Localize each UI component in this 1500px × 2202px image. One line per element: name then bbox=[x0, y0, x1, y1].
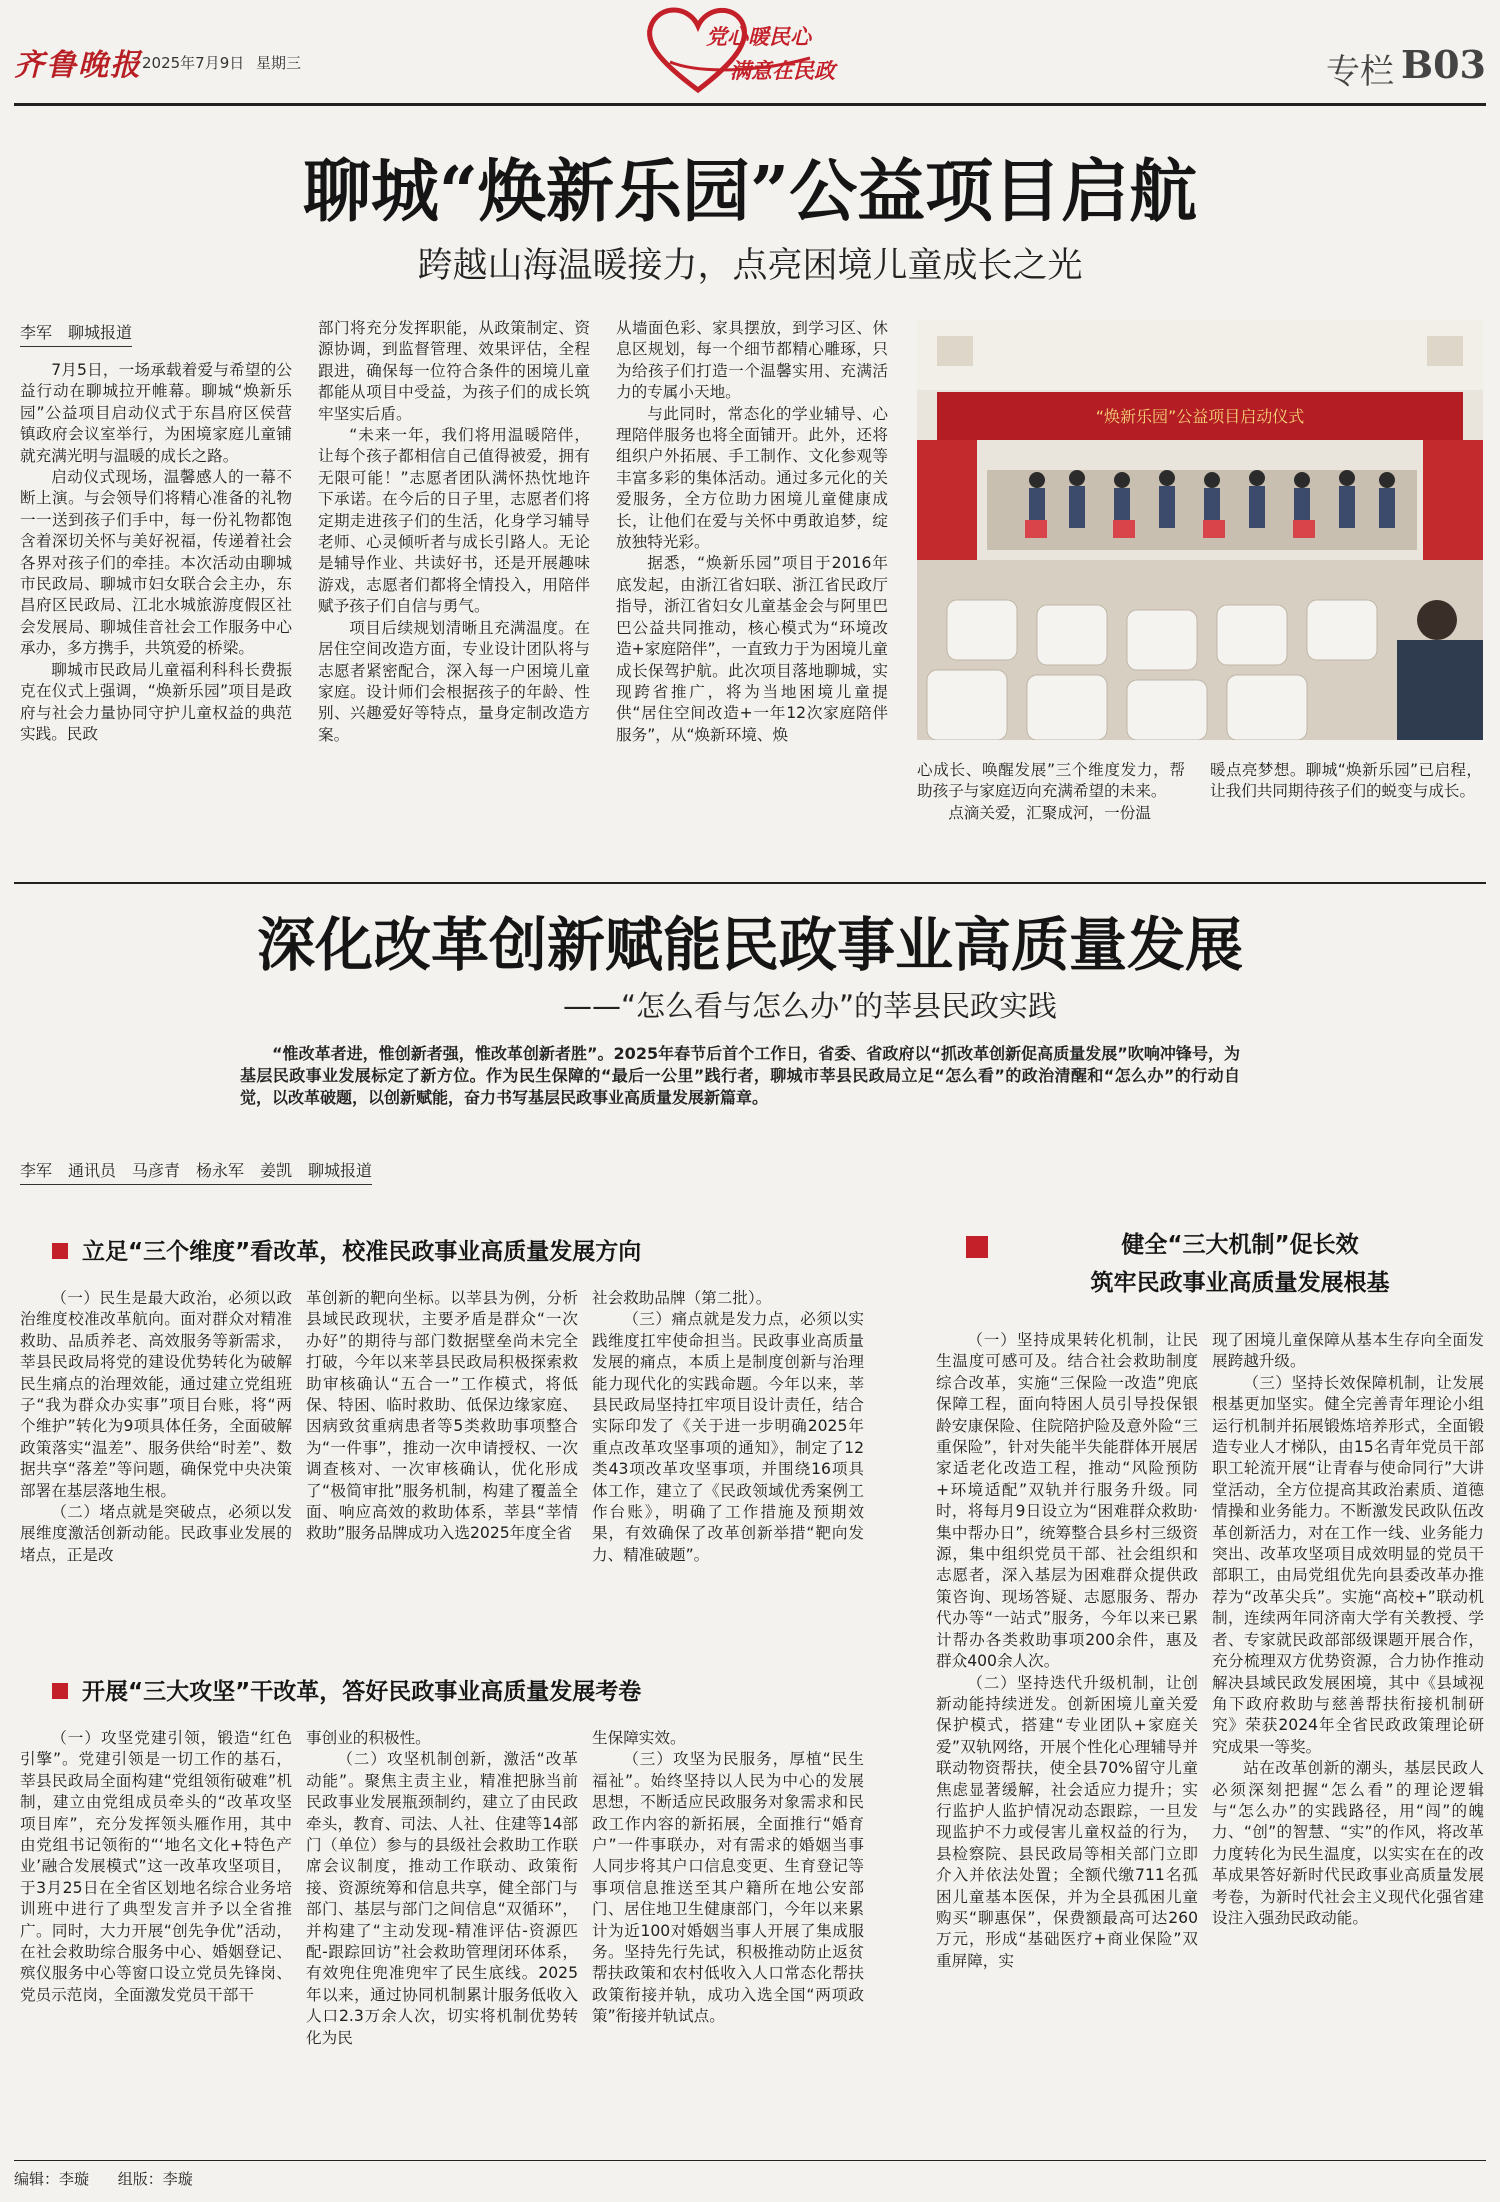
section-2-column-1 bbox=[20, 1728, 292, 2156]
article1-column-1 bbox=[20, 360, 292, 880]
masthead-rule bbox=[14, 103, 1486, 106]
section-2-column-2 bbox=[306, 1728, 578, 2156]
article1-column-3 bbox=[616, 318, 888, 880]
article2-byline: 李军 通讯员 马彦青 杨永军 姜凯 聊城报道 bbox=[20, 1158, 372, 1185]
paragraph: 现了困境儿童保障从基本生存向全面发展跨越升级。 bbox=[1212, 1331, 1484, 1371]
section-2-title-text: 开展“三大攻坚”干改革，答好民政事业高质量发展考卷 bbox=[82, 1679, 642, 1705]
paragraph: 据悉，“焕新乐园”项目于2016年底发起，由浙江省妇联、浙江省民政厅指导，浙江省妇女儿童基金会与阿里巴巴公益共同推动，核心模式为“环境改造+家庭陪伴”，一直致力于为困境儿童成长保驾护航。此次项目落地聊城，实现跨省推广，将为当地困境儿童提供“居住空间改造+一年12次家庭陪伴服务”，从“焕新环境、焕 bbox=[616, 554, 888, 744]
paragraph: 事创业的积极性。 bbox=[306, 1729, 431, 1747]
article1-column-5 bbox=[1210, 760, 1482, 880]
article1-headline: 聊城“焕新乐园”公益项目启航 bbox=[302, 152, 1198, 232]
section-3-column-1 bbox=[936, 1330, 1198, 2156]
editor-credit: 编辑：李璇 bbox=[14, 2170, 90, 2188]
article2-lead: “惟改革者进，惟创新者强，惟改革创新者胜”。2025年春节后首个工作日，省委、省政府以“抓改革创新促高质量发展”吹响冲锋号，为基层民政事业发展标定了新方位。作为民生保障的“最后一公里”践行者，聊城市莘县民政局立足“怎么看”的政治清醒和“怎么办”的行动自觉，以改革破题，以创新赋能，奋力书写基层民政事业高质量发展新篇章。 bbox=[240, 1044, 1240, 1107]
article1-column-2 bbox=[318, 318, 590, 880]
paragraph: （二）攻坚机制创新，激活“改革动能”。聚焦主责主业，精准把脉当前民政事业发展瓶颈制约，建立了由民政牵头，教育、司法、人社、住建等14部门（单位）参与的县级社会救助工作联席会议制度，推动工作联动、政策衔接、资源统筹和信息共享，健全部门与部门、基层与部门之间信息“双循环”，并构建了“主动发现-精准评估-资源匹配-跟踪回访”社会救助管理闭环体系，有效兜住兜准兜牢了民生底线。2025年以来，通过协同机制累计服务低收入人口2.3万余人次，切实将机制优势转化为民 bbox=[306, 1750, 578, 2047]
photo-banner-text: “焕新乐园”公益项目启动仪式 bbox=[1095, 407, 1305, 426]
paragraph: 聊城市民政局儿童福利科科长费振克在仪式上强调，“焕新乐园”项目是政府与社会力量协同守护儿童权益的典范实践。民政 bbox=[20, 660, 292, 743]
layout-credit: 组版：李璇 bbox=[117, 2170, 193, 2188]
footer-credits bbox=[14, 2168, 193, 2189]
heart-icon bbox=[640, 2, 870, 98]
paragraph: （二）堵点就是突破点，必须以发展维度激活创新动能。民政事业发展的堵点，正是改 bbox=[20, 1503, 292, 1564]
section-divider bbox=[14, 882, 1486, 884]
paragraph: （三）坚持长效保障机制，让发展根基更加坚实。健全完善青年理论小组运行机制并拓展锻炼培养形式，全面锻造专业人才梯队，由15名青年党员干部职工轮流开展“让青春与使命同行”大讲堂活动，全方位提高其政治素质、道德情操和业务能力。不断激发民政队伍改革创新活力，对在工作一线、业务能力突出、改革攻坚项目成效明显的党员干部职工，由局党组优先向县委改革办推荐为“改革尖兵”。实施“高校+”联动机制，连续两年同济南大学有关教授、学者、专家就民政部部级课题开展合作，充分梳理双方优势资源，合力协作推动解决县域民政发展困境，其中《县域视角下政府救助与慈善帮扶衔接机制研究》荣获2024年全省民政政策理论研究成果一等奖。 bbox=[1212, 1373, 1484, 1756]
photo-image bbox=[917, 320, 1483, 740]
section-3-title bbox=[1010, 1226, 1470, 1302]
paragraph: （三）攻坚为民服务，厚植“民生福祉”。始终坚持以人民为中心的发展思想，不断适应民政服务对象需求和民政工作内容的新拓展，全面推行“婚育户”一件事联办，对有需求的婚姻当事人同步将其户口信息变更、生育登记等事项信息推送至其户籍所在地公安部门、居住地卫生健康部门，今年以来累计为近100对婚姻当事人开展了集成服务。坚持先行先试，积极推动防止返贫帮扶政策和农村低收入人口常态化帮扶政策衔接并轨，成功入选全国“两项政策”衔接并轨试点。 bbox=[592, 1750, 864, 2026]
section-marker bbox=[52, 1683, 68, 1699]
paragraph: 从墙面色彩、家具摆放，到学习区、休息区规划，每一个细节都精心雕琢，只为给孩子们打造一个温馨实用、充满活力的专属小天地。 bbox=[616, 319, 888, 402]
campaign-logo bbox=[640, 2, 870, 98]
paragraph: 站在改革创新的潮头，基层民政人必须深刻把握“怎么看”的理论逻辑与“怎么办”的实践路径，用“闯”的魄力、“创”的智慧、“实”的作风，将改革力度转化为民生温度，以实实在在的改革成果答好新时代民政事业高质量发展考卷，为新时代社会主义现代化强省建设注入强劲民政动能。 bbox=[1212, 1759, 1484, 1927]
article2-subhead: ——“怎么看与怎么办”的莘县民政实践 bbox=[562, 989, 1058, 1023]
section-3-column-2 bbox=[1212, 1330, 1484, 2156]
publication-weekday: 星期三 bbox=[256, 54, 302, 72]
paragraph: 革创新的靶向坐标。以莘县为例，分析县域民政现状，主要矛盾是群众“一次办好”的期待与部门数据壁垒尚未完全打破，今年以来莘县民政局积极探索救助审核确认“五合一”工作模式，将低保、特困、临时救助、低保边缘家庭、因病致贫重病患者等5类救助事项整合为“一件事”，推动一次申请授权、一次调查核对、一次审核确认，优化形成了“极简审批”服务机制，构建了覆盖全面、响应高效的救助体系，莘县“莘情救助”服务品牌成功入选2025年度全省 bbox=[306, 1289, 578, 1543]
section-marker bbox=[52, 1243, 68, 1259]
paragraph: 点滴关爱，汇聚成河，一份温 bbox=[948, 803, 1151, 822]
paragraph: 启动仪式现场，温馨感人的一幕不断上演。与会领导们将精心准备的礼物一一送到孩子们手中，每一份礼物都饱含着深切关怀与美好祝福，传递着社会各界对孩子们的牵挂。本次活动由聊城市民政局、聊城市妇女联合会主办，东昌府区民政局、江北水城旅游度假区社会发展局、聊城佳音社会工作服务中心承办，多方携手，共筑爱的桥梁。 bbox=[20, 468, 292, 658]
logo-line-1: 党心暖民心 bbox=[706, 24, 811, 49]
article1-byline: 李军 聊城报道 bbox=[20, 320, 132, 347]
paragraph: 暖点亮梦想。聊城“焕新乐园”已启程，让我们共同期待孩子们的蜕变与成长。 bbox=[1210, 761, 1482, 801]
section-1-column-3 bbox=[592, 1288, 864, 1652]
paragraph: （一）民生是最大政治，必须以政治维度校准改革航向。面对群众对精准救助、品质养老、高效服务等新需求，莘县民政局将党的建设优势转化为破解民生痛点的治理效能，通过建立党组班子“我为群众办实事”项目台账，将“两个维护”转化为9项具体任务，全面破解政策落实“温差”、服务供给“时差”、数据共享“落差”等问题，确保党中央决策部署在基层落地生根。 bbox=[20, 1289, 292, 1500]
section-2-title bbox=[52, 1673, 641, 1706]
paragraph: “未来一年，我们将用温暖陪伴，让每个孩子都相信自己值得被爱，拥有无限可能！”志愿者团队满怀热忱地许下承诺。在今后的日子里，志愿者们将定期走进孩子们的生活，化身学习辅导老师、心灵倾听者与成长引路人。无论是辅导作业、共读好书，还是开展趣味游戏，志愿者们都将全情投入，用陪伴赋予孩子们自信与勇气。 bbox=[318, 426, 590, 616]
paragraph: 项目后续规划清晰且充满温度。在居住空间改造方面，专业设计团队将与志愿者紧密配合，深入每一户困境儿童家庭。设计师们会根据孩子的年龄、性别、兴趣爱好等特点，量身定制改造方案。 bbox=[318, 618, 590, 744]
event-photo bbox=[917, 320, 1483, 740]
paragraph: 部门将充分发挥职能，从政策制定、资源协调，到监督管理、效果评估，全程跟进，确保每一位符合条件的困境儿童都能从项目中受益，为孩子们的成长筑牢坚实后盾。 bbox=[318, 319, 590, 423]
publication-date: 2025年7月9日 bbox=[142, 54, 245, 72]
column-label: 专栏 bbox=[1326, 52, 1394, 92]
paragraph: （一）攻坚党建引领，锻造“红色引擎”。党建引领是一切工作的基石，莘县民政局全面构建“党组领衔破难”机制，建立由党组成员牵头的“改革攻坚项目库”，充分发挥领头雁作用，其中由党组书记领衔的“‘地名文化+特色产业’融合发展模式”这一改革攻坚项目，于3月25日在全省区划地名综合业务培训班中进行了典型发言并予以全省推广。同时，大力开展“创先争优”活动，在社会救助综合服务中心、婚姻登记、殡仪服务中心等窗口设立党员先锋岗、党员示范岗，全面激发党员干部干 bbox=[20, 1729, 292, 2004]
article1-column-4 bbox=[917, 760, 1185, 880]
section-1-title bbox=[52, 1233, 641, 1266]
paragraph: 与此同时，常态化的学业辅导、心理陪伴服务也将全面铺开。此外，还将组织户外拓展、手工制作、文化参观等丰富多彩的集体活动。通过多元化的关爱服务，全方位助力困境儿童健康成长，让他们在爱与关怀中勇敢追梦，绽放独特光彩。 bbox=[616, 404, 888, 552]
section-1-title-text: 立足“三个维度”看改革，校准民政事业高质量发展方向 bbox=[82, 1239, 642, 1265]
section-1-column-1 bbox=[20, 1288, 292, 1652]
paper-name: 齐鲁晚报 bbox=[14, 48, 142, 83]
footer-rule bbox=[14, 2160, 1486, 2161]
section-3-title-line-1: 健全“三大机制”促长效 bbox=[1121, 1232, 1359, 1258]
logo-line-2: 满意在民政 bbox=[730, 58, 835, 83]
section-3-title-line-2: 筑牢民政事业高质量发展根基 bbox=[1090, 1270, 1390, 1296]
paragraph: 7月5日，一场承载着爱与希望的公益行动在聊城拉开帷幕。聊城“焕新乐园”公益项目启动仪式于东昌府区侯营镇政府会议室举行，为困境家庭儿童铺就充满光明与温暖的成长之路。 bbox=[20, 361, 292, 465]
paragraph: 社会救助品牌（第二批）。 bbox=[592, 1289, 772, 1307]
paragraph: （一）坚持成果转化机制，让民生温度可感可及。结合社会救助制度综合改革，实施“三保险一改造”兜底保障工程，面向特困人员引导投保银龄安康保险、住院陪护险及意外险“三重保险”，针对失能半失能群体开展居家适老化改造工程，推动“风险预防+环境适配”双轨并行服务升级。同时，将每月9日设立为“困难群众救助·集中帮办日”，统筹整合县乡村三级资源，集中组织党员干部、社会组织和志愿者，深入基层为困难群众提供政策咨询、现场答疑、志愿服务、帮办代办等“一站式”服务，今年以来已累计帮办各类救助事项200余件，惠及群众400余人次。 bbox=[936, 1331, 1198, 1671]
paragraph: 生保障实效。 bbox=[592, 1729, 686, 1747]
paragraph: （三）痛点就是发力点，必须以实践维度扛牢使命担当。民政事业高质量发展的痛点，本质上是制度创新与治理能力现代化的实践命题。今年以来，莘县民政局坚持扛牢项目设计责任，结合实际印发了《关于进一步明确2025年重点改革攻坚事项的通知》，制定了12类43项改革攻坚事项，并围绕16项具体工作，建立了《民政领域优秀案例工作台账》，明确了工作措施及预期效果，有效确保了改革创新举措“靶向发力、精准破题”。 bbox=[592, 1310, 864, 1564]
article2-headline: 深化改革创新赋能民政事业高质量发展 bbox=[256, 911, 1243, 979]
page-number: B03 bbox=[1401, 42, 1486, 87]
section-1-column-2 bbox=[306, 1288, 578, 1652]
section-marker bbox=[966, 1236, 988, 1258]
paragraph: 心成长、唤醒发展”三个维度发力，帮助孩子与家庭迈向充满希望的未来。 bbox=[917, 761, 1185, 801]
article1-subhead: 跨越山海温暖接力，点亮困境儿童成长之光 bbox=[417, 246, 1083, 286]
paragraph: （二）坚持迭代升级机制，让创新动能持续迸发。创新困境儿童关爱保护模式，搭建“专业团队+家庭关爱”双轨网络，开展个性化心理辅导并联动物资帮扶，使全县70%留守儿童焦虑显著缓解，社会适应力提升；实行监护人监护情况动态跟踪，一旦发现监护不力或侵害儿童权益的行为，县检察院、县民政局等相关部门立即介入并依法处置；全额代缴711名孤困儿童基本医保，并为全县孤困儿童购买“聊惠保”，保费额最高可达260万元，形成“基础医疗+商业保险”双重屏障，实 bbox=[936, 1673, 1198, 1970]
section-2-column-3 bbox=[592, 1728, 864, 2156]
